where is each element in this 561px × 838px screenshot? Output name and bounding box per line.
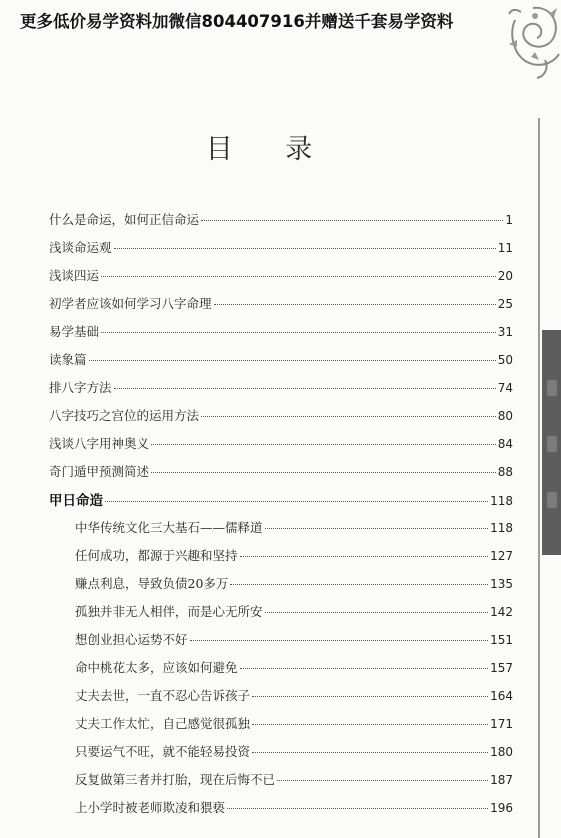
toc-section-heading[interactable] [49, 489, 513, 509]
toc-entry-label: 想创业担心运势不好 [75, 632, 188, 647]
dot-leader [151, 444, 496, 445]
toc-subentry[interactable] [75, 518, 513, 536]
toc-entry[interactable] [49, 378, 513, 396]
dot-leader [252, 752, 488, 753]
promo-banner: 更多低价易学资料加微信804407916并赠送千套易学资料 [20, 12, 454, 31]
dot-leader [277, 780, 488, 781]
dot-leader [114, 388, 496, 389]
toc-entry-label: 浅谈四运 [49, 268, 100, 283]
toc-entry-label: 命中桃花太多，应该如何避免 [75, 660, 238, 675]
toc-subentry[interactable] [75, 798, 513, 816]
toc-entry-page: 196 [490, 801, 513, 815]
toc-subentry[interactable] [75, 546, 513, 564]
dot-leader [265, 528, 489, 529]
dot-leader [230, 584, 488, 585]
toc-entry-label: 什么是命运，如何正信命运 [49, 212, 200, 227]
toc-entry-label: 只要运气不旺，就不能轻易投资 [75, 744, 251, 759]
toc-entry-label: 浅谈八字用神奥义 [49, 436, 150, 451]
toc-entry-label: 排八字方法 [49, 380, 112, 395]
dot-leader [89, 360, 496, 361]
dot-leader [105, 501, 488, 502]
toc-entry-page: 1 [505, 213, 513, 227]
dot-leader [201, 416, 496, 417]
toc-entry-label: 上小学时被老师欺凌和猥亵 [75, 800, 226, 815]
dot-leader [252, 724, 488, 725]
page-title: 目 录 [205, 134, 335, 165]
toc-entry-page: 20 [497, 269, 513, 283]
toc-entry-page: 127 [490, 549, 513, 563]
dot-leader [240, 668, 489, 669]
toc-entry-page: 50 [497, 353, 513, 367]
toc-entry-page: 88 [497, 465, 513, 479]
toc-entry[interactable] [49, 322, 513, 340]
toc-subentry[interactable] [75, 630, 513, 648]
toc-entry[interactable] [49, 266, 513, 284]
dot-leader [265, 612, 489, 613]
toc-entry-label: 反复做第三者并打胎，现在后悔不已 [75, 772, 276, 787]
toc-entry-page: 74 [497, 381, 513, 395]
toc-entry-label: 八字技巧之宫位的运用方法 [49, 408, 200, 423]
dot-leader [252, 696, 488, 697]
dot-leader [240, 556, 489, 557]
toc-entry[interactable] [49, 294, 513, 312]
toc-entry-label: 任何成功，都源于兴趣和坚持 [75, 548, 238, 563]
toc-entry[interactable] [49, 462, 513, 480]
toc-entry-label: 读象篇 [49, 352, 87, 367]
toc-entry[interactable] [49, 210, 513, 228]
toc-entry-label: 浅谈命运观 [49, 240, 112, 255]
dot-leader [214, 304, 496, 305]
toc-entry-page: 80 [497, 409, 513, 423]
toc-subentry[interactable] [75, 658, 513, 676]
side-tab [542, 330, 561, 555]
toc-entry-page: 84 [497, 437, 513, 451]
toc-entry-page: 151 [490, 633, 513, 647]
dot-leader [227, 808, 488, 809]
toc-subentry[interactable] [75, 686, 513, 704]
toc-subentry[interactable] [75, 770, 513, 788]
toc-entry-label: 易学基础 [49, 324, 100, 339]
toc-entry-label: 甲日命造 [49, 493, 103, 509]
toc-entry-page: 180 [490, 745, 513, 759]
toc-subentry[interactable] [75, 574, 513, 592]
dot-leader [190, 640, 489, 641]
dot-leader [101, 332, 496, 333]
toc-entry-label: 丈夫工作太忙，自己感觉很孤独 [75, 716, 251, 731]
toc-entry[interactable] [49, 406, 513, 424]
toc-entry-page: 25 [497, 297, 513, 311]
toc-entry-page: 31 [497, 325, 513, 339]
toc-entry-page: 135 [490, 577, 513, 591]
toc-entry-page: 157 [490, 661, 513, 675]
toc-entry-page: 164 [490, 689, 513, 703]
dot-leader [201, 220, 503, 221]
dot-leader [114, 248, 496, 249]
toc-subentry[interactable] [75, 742, 513, 760]
toc-entry-label: 赚点利息，导致负债20多万 [75, 576, 229, 591]
toc-entry-label: 孤独并非无人相伴，而是心无所安 [75, 604, 263, 619]
toc-entry-page: 118 [490, 494, 513, 508]
toc-entry-label: 丈夫去世，一直不忍心告诉孩子 [75, 688, 251, 703]
toc-entry[interactable] [49, 350, 513, 368]
toc-entry-page: 118 [490, 521, 513, 535]
toc-entry-page: 187 [490, 773, 513, 787]
toc-entry-page: 142 [490, 605, 513, 619]
toc-entry-label: 中华传统文化三大基石——儒释道 [75, 520, 263, 535]
dot-leader [101, 276, 496, 277]
toc-subentry[interactable] [75, 602, 513, 620]
toc-entry-label: 初学者应该如何学习八字命理 [49, 296, 212, 311]
toc-entry-label: 奇门遁甲预测简述 [49, 464, 150, 479]
toc-entry[interactable] [49, 238, 513, 256]
toc-subentry[interactable] [75, 714, 513, 732]
toc-entry[interactable] [49, 434, 513, 452]
toc-entry-page: 171 [490, 717, 513, 731]
toc-entry-page: 11 [497, 241, 513, 255]
dot-leader [151, 472, 496, 473]
